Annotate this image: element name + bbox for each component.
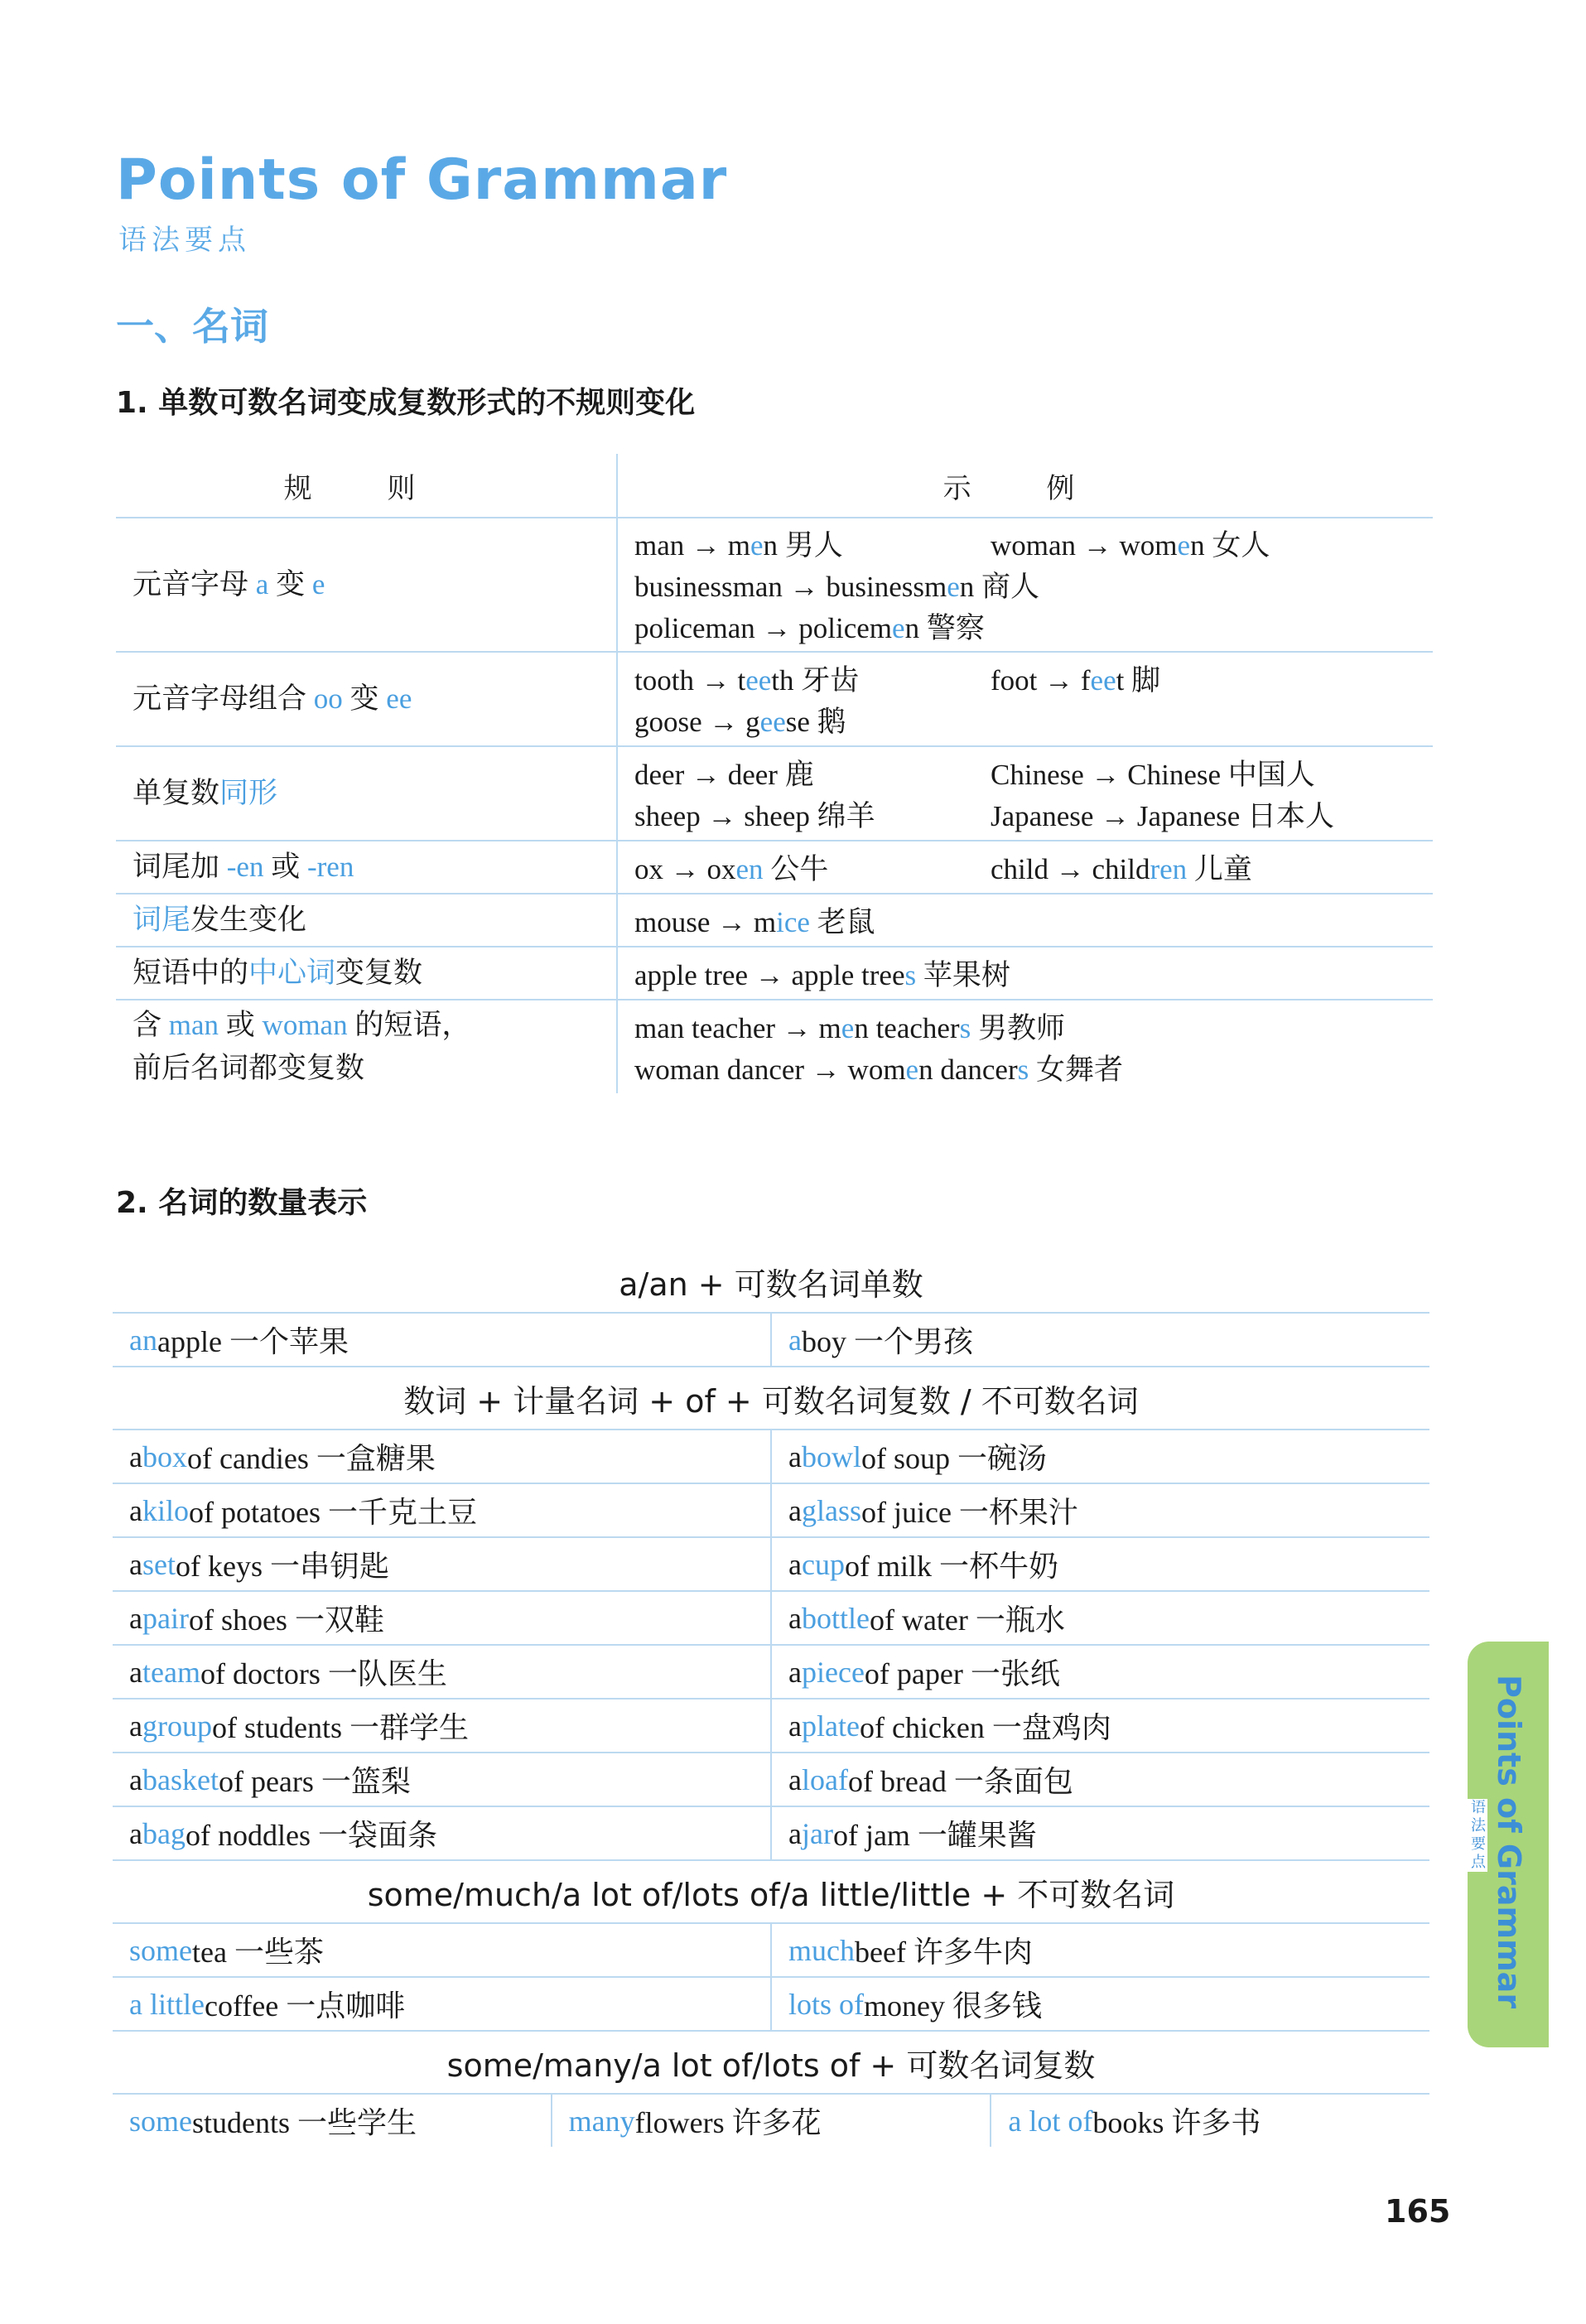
highlight-text: e bbox=[905, 1054, 919, 1086]
example-item bbox=[634, 793, 991, 835]
quantity-cell bbox=[770, 1484, 1429, 1536]
plain-text: 老鼠 bbox=[809, 906, 875, 938]
plain-text: of milk 一杯牛奶 bbox=[844, 1550, 1058, 1583]
plain-text: coffee 一点咖啡 bbox=[204, 1989, 406, 2023]
plain-text: deer → deer 鹿 bbox=[634, 759, 814, 791]
quantity-row bbox=[113, 1484, 1429, 1538]
plain-text: of pears 一篮梨 bbox=[218, 1765, 411, 1798]
plain-text: of keys 一串钥匙 bbox=[175, 1550, 389, 1583]
plain-text: n 商人 bbox=[959, 571, 1040, 603]
plain-text: 公牛 bbox=[763, 853, 829, 885]
plain-text: 元音字母组合 bbox=[133, 682, 314, 715]
plain-text: 或 bbox=[219, 1009, 263, 1041]
example-item bbox=[634, 752, 991, 793]
plain-text: n dancer bbox=[918, 1054, 1018, 1086]
quantity-row bbox=[113, 1538, 1429, 1592]
quantity-cell bbox=[770, 1592, 1429, 1644]
plain-text: books 许多书 bbox=[1092, 2106, 1261, 2139]
highlight-text: many bbox=[568, 2104, 635, 2138]
quantity-cell bbox=[770, 1700, 1429, 1752]
plain-text: child → child bbox=[991, 853, 1150, 885]
plain-text: 男教师 bbox=[971, 1012, 1065, 1044]
highlight-text: -en bbox=[226, 851, 264, 883]
highlight-text: ee bbox=[1090, 664, 1116, 697]
quantity-row bbox=[113, 1924, 1429, 1978]
table1-row bbox=[116, 653, 1433, 747]
plain-text: of students 一群学生 bbox=[211, 1711, 469, 1744]
plain-text: 发生变化 bbox=[190, 904, 307, 936]
plain-text: a bbox=[788, 1547, 802, 1581]
highlight-text: basket bbox=[142, 1762, 219, 1796]
plain-text: a bbox=[129, 1547, 142, 1581]
side-tab bbox=[1468, 1642, 1549, 2047]
highlight-text: box bbox=[142, 1439, 187, 1473]
plain-text: sheep → sheep 绵羊 bbox=[634, 800, 875, 832]
highlight-text: plate bbox=[801, 1709, 860, 1743]
plain-text: th 牙齿 bbox=[771, 664, 860, 697]
quantity-cell bbox=[113, 1978, 770, 2030]
example-cell bbox=[618, 518, 1433, 651]
table1-header-row bbox=[116, 454, 1433, 518]
highlight-text: e bbox=[1177, 529, 1191, 562]
highlight-text: e bbox=[892, 612, 905, 644]
highlight-text: some bbox=[129, 1933, 192, 1967]
example-line bbox=[634, 523, 1433, 564]
quantity-cell bbox=[770, 1538, 1429, 1590]
table1-row bbox=[116, 947, 1433, 1000]
highlight-text: cup bbox=[801, 1547, 845, 1581]
quantity-cell bbox=[770, 1314, 1429, 1366]
highlight-text: group bbox=[142, 1709, 212, 1743]
example-line bbox=[634, 658, 1433, 699]
quantity-cell bbox=[113, 1646, 770, 1698]
plain-text: of potatoes 一千克土豆 bbox=[189, 1496, 477, 1529]
example-item bbox=[634, 564, 1040, 605]
table1-row bbox=[116, 894, 1433, 947]
plain-text: 单复数 bbox=[133, 777, 220, 809]
plain-text: a bbox=[129, 1493, 142, 1527]
rule-cell bbox=[116, 841, 618, 893]
plain-text: 或 bbox=[263, 851, 307, 883]
highlight-text: a little bbox=[129, 1987, 205, 2021]
quantity-group-header: a/an + 可数名词单数 bbox=[113, 1251, 1429, 1314]
plain-text: of noddles 一袋面条 bbox=[185, 1819, 437, 1852]
highlight-text: ee bbox=[759, 706, 786, 738]
example-item bbox=[991, 752, 1347, 793]
plain-text: flowers 许多花 bbox=[634, 2106, 822, 2139]
plain-text: 变 bbox=[342, 682, 387, 715]
plain-text: a bbox=[129, 1709, 142, 1743]
plain-text: 变复数 bbox=[335, 957, 423, 989]
plain-text: apple 一个苹果 bbox=[157, 1325, 349, 1358]
plain-text: of candies 一盒糖果 bbox=[186, 1442, 436, 1475]
example-line bbox=[634, 899, 1433, 941]
example-item bbox=[991, 523, 1347, 564]
plain-text: students 一些学生 bbox=[192, 2106, 417, 2139]
quantity-group-header: 数词 + 计量名词 + of + 可数名词复数 / 不可数名词 bbox=[113, 1367, 1429, 1430]
highlight-text: kilo bbox=[142, 1493, 189, 1527]
noun-quantity-table bbox=[113, 1251, 1429, 2147]
plain-text: a bbox=[788, 1601, 802, 1635]
highlight-text: an bbox=[129, 1323, 157, 1357]
example-cell bbox=[618, 841, 1433, 893]
irregular-plural-table bbox=[116, 454, 1433, 1093]
highlight-text: e bbox=[750, 529, 764, 562]
table1-row bbox=[116, 747, 1433, 841]
plain-text: Japanese → Japanese 日本人 bbox=[991, 800, 1335, 832]
quantity-cell bbox=[113, 2095, 551, 2147]
quantity-row bbox=[113, 1592, 1429, 1646]
quantity-row bbox=[113, 1646, 1429, 1700]
plain-text: a bbox=[129, 1655, 142, 1689]
plain-text: 儿童 bbox=[1187, 853, 1252, 885]
highlight-text: ice bbox=[776, 906, 810, 938]
quantity-row bbox=[113, 1978, 1429, 2032]
table1-row bbox=[116, 1000, 1433, 1093]
side-tab-title: Points of Grammar bbox=[1491, 1675, 1527, 2009]
highlight-text: 中心词 bbox=[248, 957, 336, 989]
plain-text: 的短语， bbox=[347, 1009, 471, 1041]
example-cell bbox=[618, 747, 1433, 840]
plain-text: money 很多钱 bbox=[864, 1989, 1042, 2023]
plain-text: man → m bbox=[634, 529, 750, 562]
example-item bbox=[991, 658, 1347, 699]
plain-text: a bbox=[129, 1601, 142, 1635]
quantity-row bbox=[113, 1753, 1429, 1807]
highlight-text: set bbox=[142, 1547, 176, 1581]
rule-cell bbox=[116, 653, 618, 745]
plain-text: man teacher → m bbox=[634, 1012, 841, 1044]
plain-text: mouse → m bbox=[634, 906, 777, 938]
plain-text: of jam 一罐果酱 bbox=[832, 1819, 1037, 1852]
plain-text: of shoes 一双鞋 bbox=[188, 1603, 384, 1637]
plain-text: boy 一个男孩 bbox=[801, 1325, 973, 1358]
plain-text: a bbox=[129, 1816, 142, 1850]
page-title: Points of Grammar bbox=[116, 147, 728, 213]
example-item bbox=[634, 952, 1010, 994]
col-rule-header: 规 则 bbox=[116, 454, 618, 517]
plain-text: of doctors 一队医生 bbox=[200, 1657, 447, 1690]
quantity-row bbox=[113, 1314, 1429, 1367]
table1-row bbox=[116, 841, 1433, 894]
plain-text: of chicken 一盘鸡肉 bbox=[859, 1711, 1111, 1744]
plain-text: a bbox=[788, 1493, 802, 1527]
highlight-text: bottle bbox=[801, 1601, 870, 1635]
example-line bbox=[634, 605, 1433, 647]
plain-text: of bread 一条面包 bbox=[847, 1765, 1073, 1798]
highlight-text: pair bbox=[142, 1601, 189, 1635]
highlight-text: e bbox=[311, 568, 325, 600]
rule-cell bbox=[116, 1000, 618, 1093]
quantity-cell bbox=[113, 1484, 770, 1536]
highlight-text: lots of bbox=[788, 1987, 865, 2021]
quantity-cell bbox=[113, 1924, 770, 1976]
highlight-text: ee bbox=[386, 682, 412, 715]
highlight-text: oo bbox=[313, 682, 343, 715]
plain-text: of juice 一杯果汁 bbox=[860, 1496, 1078, 1529]
example-item bbox=[991, 846, 1347, 888]
highlight-text: ee bbox=[745, 664, 772, 697]
plain-text: woman → wom bbox=[991, 529, 1178, 562]
quantity-cell bbox=[551, 2095, 991, 2147]
highlight-text: piece bbox=[801, 1655, 865, 1689]
table1-row bbox=[116, 518, 1433, 653]
example-line bbox=[634, 1005, 1433, 1047]
example-item bbox=[991, 793, 1347, 835]
plain-text: 词尾加 bbox=[133, 851, 227, 883]
example-item bbox=[634, 1047, 1123, 1088]
quantity-cell bbox=[113, 1700, 770, 1752]
plain-text: se 鹅 bbox=[785, 706, 846, 738]
quantity-group-header: some/many/a lot of/lots of + 可数名词复数 bbox=[113, 2032, 1429, 2095]
example-item bbox=[634, 699, 991, 740]
highlight-text: bowl bbox=[801, 1439, 861, 1473]
plain-text: businessman → businessm bbox=[634, 571, 947, 603]
quantity-cell bbox=[113, 1538, 770, 1590]
plain-text: woman dancer → wom bbox=[634, 1054, 906, 1086]
plain-text: 变 bbox=[268, 568, 312, 600]
plain-text: a bbox=[788, 1439, 802, 1473]
example-line bbox=[634, 564, 1433, 605]
quantity-cell bbox=[113, 1807, 770, 1859]
highlight-text: a bbox=[788, 1323, 802, 1357]
quantity-cell bbox=[770, 1978, 1429, 2030]
rule-cell bbox=[116, 747, 618, 840]
highlight-text: team bbox=[142, 1655, 200, 1689]
quantity-cell bbox=[770, 1807, 1429, 1859]
highlight-text: glass bbox=[801, 1493, 861, 1527]
highlight-text: some bbox=[129, 2104, 192, 2138]
highlight-text: s bbox=[904, 959, 917, 991]
quantity-cell bbox=[770, 1753, 1429, 1806]
highlight-text: -ren bbox=[306, 851, 354, 883]
highlight-text: jar bbox=[801, 1816, 833, 1850]
quantity-cell bbox=[770, 1646, 1429, 1698]
highlight-text: en bbox=[735, 853, 764, 885]
quantity-cell bbox=[113, 1753, 770, 1806]
highlight-text: a bbox=[255, 568, 269, 600]
highlight-text: e bbox=[947, 571, 960, 603]
example-line bbox=[634, 793, 1433, 835]
highlight-text: woman bbox=[262, 1009, 348, 1041]
example-cell bbox=[618, 894, 1433, 946]
highlight-text: much bbox=[788, 1933, 855, 1967]
highlight-text: man bbox=[168, 1009, 219, 1041]
example-line bbox=[634, 952, 1433, 994]
quantity-row bbox=[113, 1700, 1429, 1753]
plain-text: 元音字母 bbox=[133, 568, 256, 600]
quantity-row bbox=[113, 1807, 1429, 1861]
rule-cell bbox=[116, 518, 618, 651]
example-cell bbox=[618, 653, 1433, 745]
plain-text: foot → f bbox=[991, 664, 1091, 697]
plain-text: policeman → policem bbox=[634, 612, 893, 644]
plain-text: a bbox=[129, 1762, 142, 1796]
example-cell bbox=[618, 947, 1433, 999]
quantity-row bbox=[113, 2095, 1429, 2147]
plain-text: n 男人 bbox=[763, 529, 843, 562]
example-line bbox=[634, 699, 1433, 740]
table1-heading: 1. 单数可数名词变成复数形式的不规则变化 bbox=[116, 386, 696, 420]
highlight-text: ren bbox=[1150, 853, 1188, 885]
plain-text: tooth → t bbox=[634, 664, 746, 697]
plain-text: 前后名词都变复数 bbox=[133, 1052, 365, 1084]
example-item bbox=[634, 1005, 1065, 1047]
quantity-cell bbox=[770, 1924, 1429, 1976]
example-item bbox=[634, 899, 991, 941]
highlight-text: a lot of bbox=[1008, 2104, 1093, 2138]
plain-text: of paper 一张纸 bbox=[864, 1657, 1060, 1690]
plain-text: a bbox=[788, 1655, 802, 1689]
plain-text: 短语中的 bbox=[133, 957, 249, 989]
quantity-group-header: some/much/a lot of/lots of/a little/little + 不可数名词 bbox=[113, 1861, 1429, 1924]
plain-text: of soup 一碗汤 bbox=[860, 1442, 1047, 1475]
highlight-text: s bbox=[959, 1012, 971, 1044]
quantity-row bbox=[113, 1430, 1429, 1484]
highlight-text: e bbox=[841, 1012, 855, 1044]
plain-text: n 警察 bbox=[904, 612, 985, 644]
col-example-header: 示 例 bbox=[942, 471, 1108, 505]
highlight-text: bag bbox=[142, 1816, 186, 1850]
plain-text: apple tree → apple tree bbox=[634, 959, 905, 991]
plain-text: n 女人 bbox=[1190, 529, 1270, 562]
side-tab-subtitle: 语法要点 bbox=[1468, 1799, 1486, 1872]
plain-text: a bbox=[788, 1816, 802, 1850]
rule-cell bbox=[116, 894, 618, 946]
example-item bbox=[634, 523, 991, 564]
plain-text: a bbox=[788, 1762, 802, 1796]
plain-text: goose → g bbox=[634, 706, 760, 738]
plain-text: tea 一些茶 bbox=[192, 1936, 324, 1969]
example-cell bbox=[618, 1000, 1433, 1093]
plain-text: Chinese → Chinese 中国人 bbox=[991, 759, 1315, 791]
rule-cell bbox=[116, 947, 618, 999]
quantity-cell bbox=[113, 1430, 770, 1483]
page-subtitle: 语法要点 bbox=[118, 224, 251, 257]
quantity-cell bbox=[113, 1592, 770, 1644]
plain-text: a bbox=[788, 1709, 802, 1743]
plain-text: 含 bbox=[133, 1009, 169, 1041]
section-heading: 一、名词 bbox=[116, 304, 268, 349]
quantity-cell bbox=[113, 1314, 770, 1366]
plain-text: 女舞者 bbox=[1029, 1054, 1123, 1086]
example-item bbox=[634, 605, 991, 647]
example-line bbox=[634, 1047, 1433, 1088]
example-line bbox=[634, 752, 1433, 793]
example-line bbox=[634, 846, 1433, 888]
plain-text: 苹果树 bbox=[916, 959, 1010, 991]
quantity-cell bbox=[770, 1430, 1429, 1483]
plain-text: n teacher bbox=[854, 1012, 960, 1044]
page-number: 165 bbox=[1385, 2193, 1451, 2230]
quantity-cell bbox=[990, 2095, 1429, 2147]
table1-body bbox=[116, 518, 1433, 1093]
plain-text: ox → ox bbox=[634, 853, 736, 885]
table2-heading: 2. 名词的数量表示 bbox=[116, 1186, 368, 1220]
plain-text: of water 一瓶水 bbox=[869, 1603, 1065, 1637]
plain-text: beef 许多牛肉 bbox=[854, 1936, 1033, 1969]
plain-text: t 脚 bbox=[1116, 664, 1161, 697]
plain-text: a bbox=[129, 1439, 142, 1473]
highlight-text: loaf bbox=[801, 1762, 848, 1796]
example-item bbox=[634, 658, 991, 699]
example-item bbox=[634, 846, 991, 888]
highlight-text: s bbox=[1017, 1054, 1029, 1086]
highlight-text: 词尾 bbox=[133, 904, 191, 936]
highlight-text: 同形 bbox=[219, 777, 278, 809]
